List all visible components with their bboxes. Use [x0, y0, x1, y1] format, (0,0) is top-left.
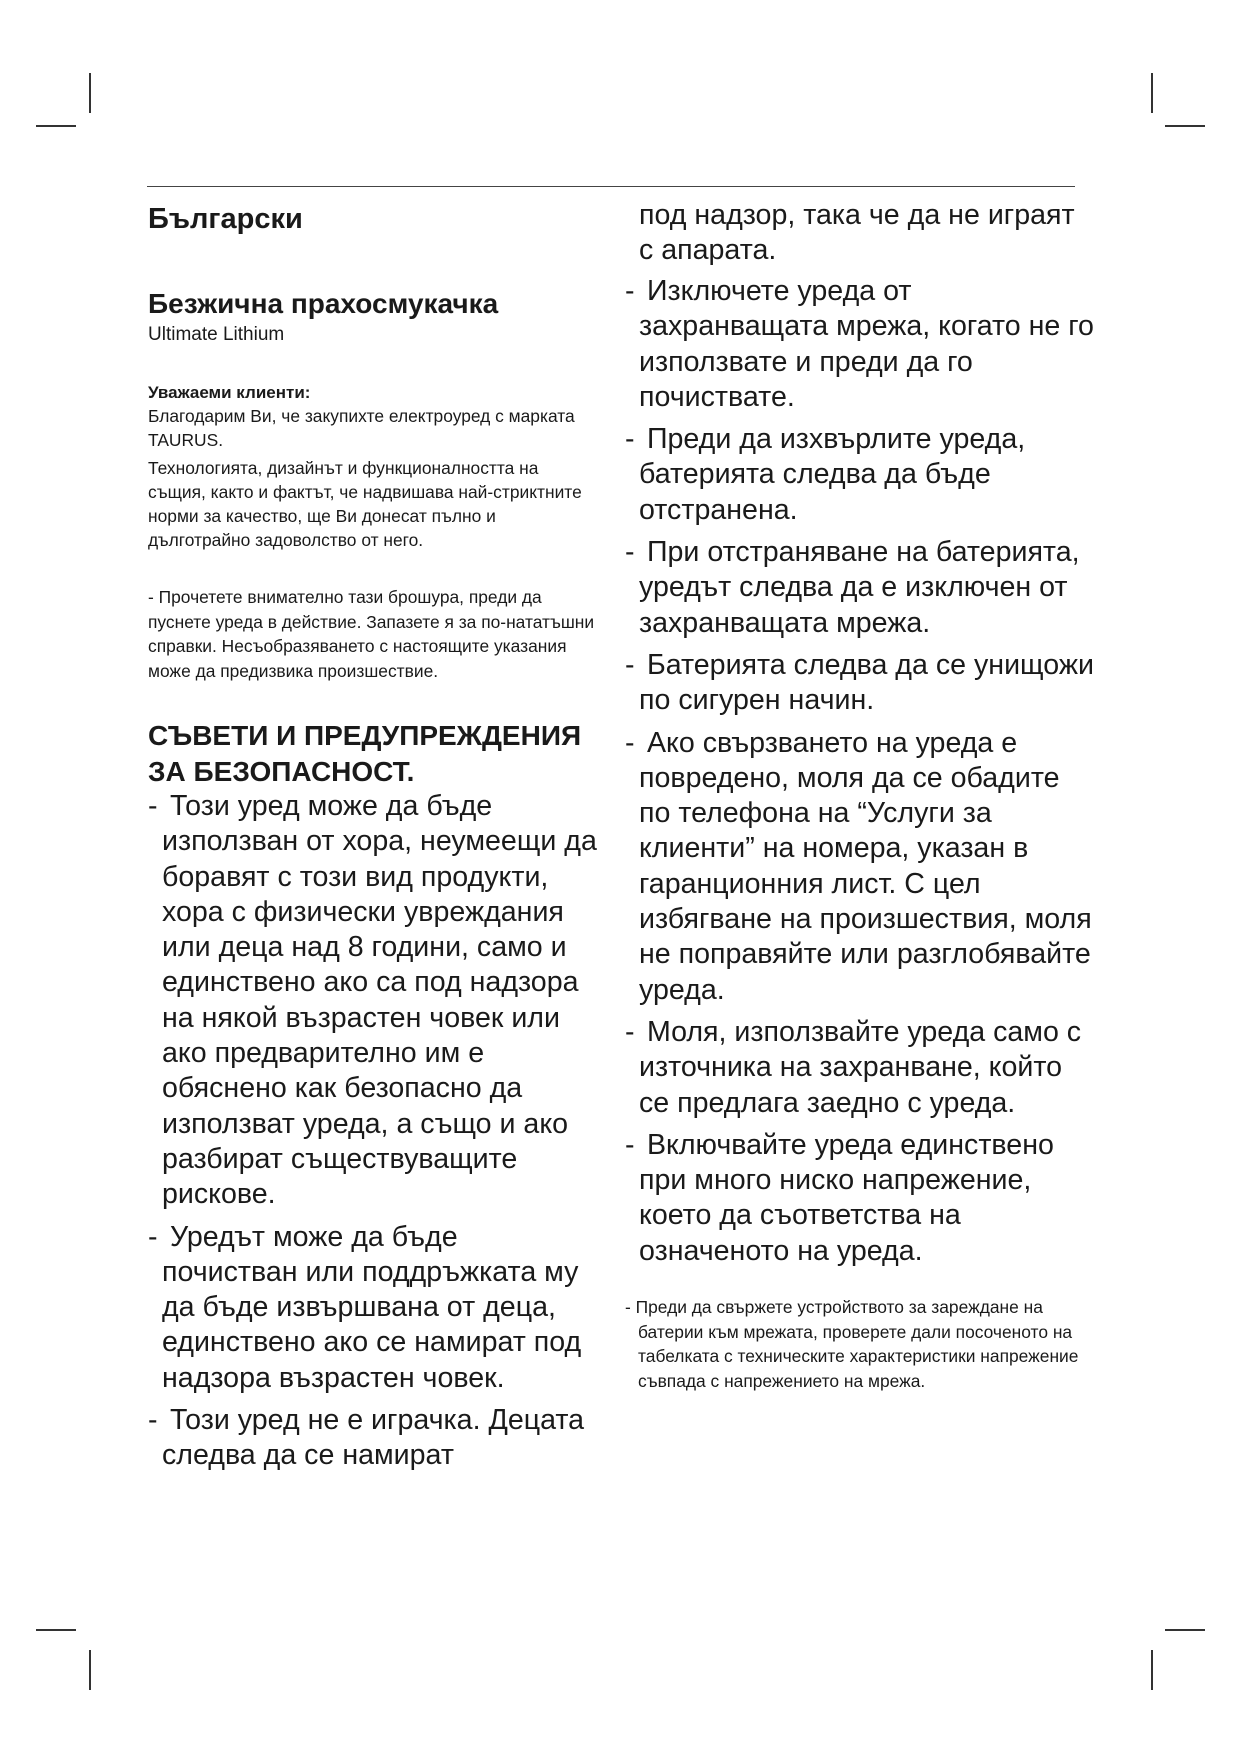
safety-item: - Моля, използвайте уреда само с източника на захранване, който се предлага заедно с уреда. — [625, 1015, 1082, 1119]
header-rule — [147, 186, 1075, 187]
safety-item: - Този уред не е играчка. Децата следва да се намират — [148, 1404, 585, 1472]
intro-paragraph: Благодарим Ви, че закупихте електроуред с марката TAURUS. — [148, 406, 575, 450]
safety-item: - Изключете уреда от захранващата мрежа, когато не го използвате и преди да го почиствате. — [625, 275, 1094, 413]
safety-item: - Батерията следва да се унищожи по сигурен начин. — [625, 648, 1094, 717]
safety-list-left — [148, 789, 598, 1474]
right-column — [625, 198, 1095, 1393]
safety-item: - Преди да изхвърлите уреда, батерията следва да бъде отстранена. — [625, 423, 1026, 526]
safety-item: - Този уред може да бъде използван от хора, неумеещи да боравят с този вид продукти, хора с физически увреждания или деца над 8 години, само и единствено ако са под надзора на някой възрастен човек или ако предварително им е обяснено как безопасно да използват уреда, а също и ако разбират съществуващите рискове. — [148, 790, 597, 1211]
intro-note: - Прочетете внимателно тази брошура, преди да пуснете уреда в действие. Запазете я за по-нататъшни справки. Несъобразяването с настоящите указания може да предизвика произшествие. — [148, 587, 595, 681]
crop-mark-bottom-right-horizontal — [1165, 1629, 1205, 1631]
left-column — [148, 198, 598, 1481]
crop-mark-top-left-vertical — [89, 73, 91, 113]
product-title: Безжична прахосмукачка — [148, 288, 499, 319]
safety-item: - Включвайте уреда единствено при много ниско напрежение, което да съответства на означеното на уреда. — [625, 1128, 1054, 1267]
safety-item: - Уредът може да бъде почистван или поддръжката му да бъде извършвана от деца, единствено ако се намират под надзора възрастен човек. — [148, 1220, 582, 1394]
safety-heading: СЪВЕТИ И ПРЕДУПРЕЖДЕНИЯ ЗА БЕЗОПАСНОСТ. — [148, 720, 582, 787]
safety-list-right — [625, 274, 1095, 1269]
product-model: Ultimate Lithium — [148, 324, 285, 345]
safety-item: - При отстраняване на батерията, уредът следва да е изключен от захранващата мрежа. — [625, 536, 1080, 639]
crop-mark-top-left-horizontal — [36, 125, 76, 127]
language-heading: Български — [148, 203, 303, 235]
crop-mark-bottom-right-vertical — [1151, 1650, 1153, 1690]
intro-paragraph: Технологията, дизайнът и функционалността на същия, както и фактът, че надвишава най-стриктните норми за качество, ще Ви донесат пълно и дълготрайно задоволство от него. — [148, 458, 582, 550]
crop-mark-bottom-left-vertical — [89, 1650, 91, 1690]
crop-mark-bottom-left-horizontal — [36, 1629, 76, 1631]
charger-note: - Преди да свържете устройството за зареждане на батерии към мрежата, проверете дали посоченото на табелката с техническите характеристики напрежение съвпада с напрежението на мрежа. — [625, 1297, 1079, 1391]
crop-mark-top-right-vertical — [1151, 73, 1153, 113]
crop-mark-top-right-horizontal — [1165, 125, 1205, 127]
greeting: Уважаеми клиенти: — [148, 383, 311, 402]
safety-item: - Ако свързването на уреда е повредено, моля да се обадите по телефона на “Услуги за клиенти” на номера, указан в гаранционния лист. С цел избягване на произшествия, моля не поправяйте или разглобявайте уреда. — [625, 726, 1092, 1006]
continued-text: под надзор, така че да не играят с апарата. — [639, 199, 1075, 266]
